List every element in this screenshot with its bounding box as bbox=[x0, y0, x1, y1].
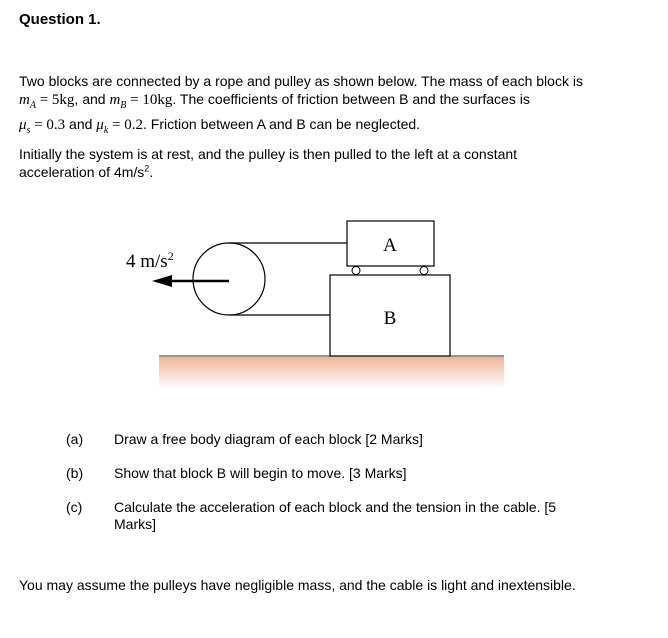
initial-text: Initially the system is at rest, and the pulley is then pulled to the left at a constant acceleration of 4m/s bbox=[19, 146, 518, 180]
question-label-a: (a) bbox=[66, 431, 84, 447]
footer-note: You may assume the pulleys have negligible mass, and the cable is light and inextensible. bbox=[19, 577, 576, 593]
ground-surface bbox=[159, 357, 504, 389]
mass-a-value: = 5kg bbox=[35, 92, 75, 108]
question-label-c: (c) bbox=[66, 499, 83, 515]
intro-line-2-rest: . The coefficients of friction between B and the surfaces is bbox=[172, 91, 530, 107]
block-b-label: B bbox=[383, 308, 397, 329]
question-label-b: (b) bbox=[66, 465, 84, 481]
and-text-1: , and bbox=[74, 91, 110, 107]
and-text-2: and bbox=[65, 115, 97, 132]
block-a-label: A bbox=[383, 235, 397, 256]
question-text-b: Show that block B will begin to move. [3 Marks] bbox=[114, 465, 407, 481]
acceleration-arrow-head bbox=[152, 275, 172, 287]
mu-s-value: = 0.3 bbox=[30, 116, 66, 133]
block-a-wheel-right bbox=[420, 267, 428, 275]
mass-b-subscript: B bbox=[120, 99, 127, 111]
mass-b-symbol: m bbox=[109, 92, 121, 108]
mu-k-value: = 0.2 bbox=[108, 116, 143, 133]
initial-end: . bbox=[149, 164, 154, 180]
acceleration-label: 4 $m/s^2$ bbox=[126, 249, 174, 272]
intro-line-1: Two blocks are connected by a rope and pulley as shown below. The mass of each block is bbox=[19, 73, 583, 89]
intro-line-3-rest: . Friction between A and B can be neglected. bbox=[143, 115, 421, 132]
initial-sup: 2 bbox=[144, 163, 150, 174]
mu-s-subscript: s bbox=[26, 124, 31, 136]
mu-s-symbol: μ bbox=[19, 116, 27, 133]
mass-a-symbol: m bbox=[19, 92, 30, 108]
mu-k-symbol: μ bbox=[96, 116, 104, 133]
question-text-a: Draw a free body diagram of each block [2 Marks] bbox=[114, 431, 423, 447]
mass-a-subscript: A bbox=[29, 99, 36, 111]
mass-b-value: = 10kg bbox=[126, 92, 173, 108]
block-a-wheel-left bbox=[352, 267, 360, 275]
pulley-wheel bbox=[193, 243, 265, 315]
mu-k-subscript: k bbox=[103, 124, 109, 136]
question-text-c: Calculate the acceleration of each block and the tension in the cable. [5 Marks] bbox=[114, 499, 557, 532]
question-title: Question 1. bbox=[19, 11, 101, 28]
